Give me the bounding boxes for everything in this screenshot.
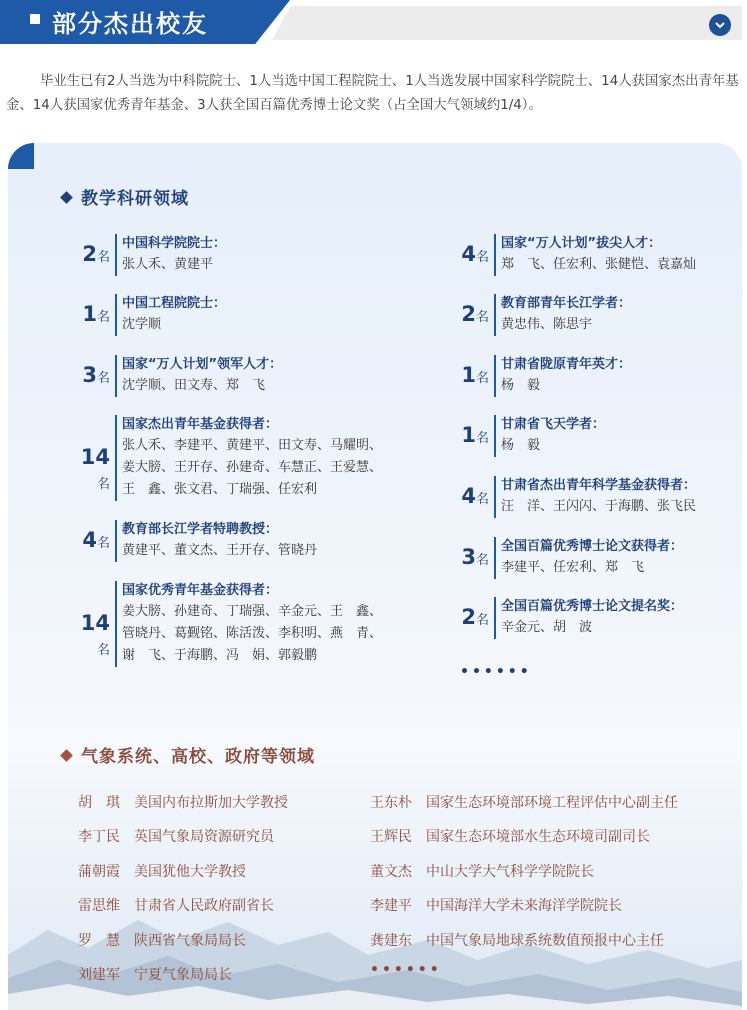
- award-title: 全国百篇优秀博士论文获得者：: [501, 539, 684, 554]
- alumni-entry: 雷思维 甘肃省人民政府副省长: [78, 898, 274, 914]
- alumni-entry: 李建平 中国海洋大学未来海洋学院院长: [370, 898, 622, 914]
- award-names: 沈学顺、田文寿、郑 飞: [122, 378, 266, 393]
- alumni-entry: 王辉民 国家生态环境部水生态环境司副司长: [370, 829, 650, 845]
- award-count: 2名: [461, 302, 489, 326]
- award-divider: [115, 520, 117, 562]
- award-divider: [115, 234, 117, 276]
- award-count: 3名: [461, 545, 489, 569]
- alumni-entry: 王东朴 国家生态环境部环境工程评估中心副主任: [370, 795, 678, 811]
- award-divider: [115, 294, 117, 336]
- award-divider: [494, 234, 496, 276]
- award-title: 教育部青年长江学者：: [501, 296, 632, 311]
- award-block: [449, 294, 747, 338]
- award-count: 4名: [82, 528, 110, 552]
- header-grey-bar: [272, 6, 742, 40]
- award-count: 4名: [461, 484, 489, 508]
- award-block: [70, 355, 390, 399]
- award-names: 沈学顺: [122, 317, 162, 332]
- alumni-entry: 蒲朝霞 美国犹他大学教授: [78, 864, 246, 880]
- section-title-research: 教学科研领域: [62, 184, 189, 209]
- more-ellipsis: ••••••: [370, 962, 442, 978]
- award-count: 1名: [461, 423, 489, 447]
- award-block: [70, 234, 390, 278]
- award-block: [70, 581, 390, 669]
- diamond-bullet-icon: [60, 749, 73, 762]
- award-names: 姜大膀、孙建奇、丁瑞强、辛金元、王 鑫、: [122, 604, 383, 619]
- award-names: 汪 洋、王闪闪、于海鹏、张飞民: [501, 499, 697, 514]
- award-title: 国家杰出青年基金获得者：: [122, 417, 279, 432]
- award-block: [449, 537, 747, 581]
- award-block: [449, 355, 747, 399]
- award-names: 黄建平、董文杰、王开存、管晓丹: [122, 543, 318, 558]
- award-names: 郑 飞、任宏利、张健恺、袁嘉灿: [501, 257, 697, 272]
- square-bullet-icon: [30, 14, 40, 24]
- award-title: 教育部长江学者特聘教授：: [122, 522, 279, 537]
- award-divider: [115, 581, 117, 667]
- award-title: 全国百篇优秀博士论文提名奖：: [501, 599, 684, 614]
- award-names: 管晓丹、葛觐铭、陈活泼、李积明、燕 青、: [122, 626, 383, 641]
- diamond-bullet-icon: [60, 191, 73, 204]
- award-divider: [494, 355, 496, 397]
- panel-corner-tab: [8, 143, 34, 169]
- award-count: 14名: [80, 445, 110, 492]
- alumni-entry: 董文杰 中山大学大气科学学院院长: [370, 864, 594, 880]
- award-count: 1名: [461, 363, 489, 387]
- chevron-down-icon[interactable]: [709, 14, 731, 36]
- award-count: 4名: [461, 242, 489, 266]
- award-title: 甘肃省飞天学者：: [501, 417, 606, 432]
- award-divider: [494, 597, 496, 639]
- section-header: [0, 0, 747, 44]
- award-names: 杨 毅: [501, 378, 541, 393]
- award-block: [449, 415, 747, 459]
- award-names: 张人禾、李建平、黄建平、田文寿、马耀明、: [122, 438, 383, 453]
- award-names: 杨 毅: [501, 438, 541, 453]
- award-names: 张人禾、黄建平: [122, 257, 214, 272]
- award-names: 黄忠伟、陈思宇: [501, 317, 593, 332]
- award-names: 谢 飞、于海鹏、冯 娟、郭毅鹏: [122, 648, 318, 663]
- page-title: 部分杰出校友: [52, 10, 208, 38]
- award-title: 国家“万人计划”拔尖人才：: [501, 236, 662, 251]
- award-block: [449, 597, 747, 641]
- award-block: [70, 415, 390, 503]
- alumni-entry: 胡 琪 美国内布拉斯加大学教授: [78, 795, 288, 811]
- award-divider: [494, 537, 496, 579]
- award-count: 3名: [82, 363, 110, 387]
- award-count: 2名: [82, 242, 110, 266]
- award-divider: [115, 415, 117, 501]
- award-count: 1名: [82, 302, 110, 326]
- award-title: 甘肃省陇原青年英才：: [501, 357, 632, 372]
- award-names: 李建平、任宏利、郑 飞: [501, 560, 645, 575]
- alumni-entry: 李丁民 英国气象局资源研究员: [78, 829, 274, 845]
- award-block: [70, 294, 390, 338]
- award-divider: [115, 355, 117, 397]
- award-block: [449, 476, 747, 520]
- award-title: 中国工程院院士：: [122, 296, 227, 311]
- alumni-entry: 龚建东 中国气象局地球系统数值预报中心主任: [370, 933, 664, 949]
- award-divider: [494, 476, 496, 518]
- award-names: 辛金元、胡 波: [501, 620, 593, 635]
- award-divider: [494, 294, 496, 336]
- award-title: 甘肃省杰出青年科学基金获得者：: [501, 478, 697, 493]
- more-ellipsis: ••••••: [460, 664, 532, 680]
- intro-paragraph: 毕业生已有2人当选为中科院院士、1人当选中国工程院院士、1人当选发展中国家科学院院士、14人获国家杰出青年基金、14人获国家优秀青年基金、3人获全国百篇优秀博士论文奖（占全国大气领域约1/4）。: [6, 74, 739, 113]
- award-count: 2名: [461, 605, 489, 629]
- award-title: 中国科学院院士：: [122, 236, 227, 251]
- award-count: 14名: [80, 611, 110, 658]
- award-title: 国家“万人计划”领军人才：: [122, 357, 283, 372]
- award-block: [449, 234, 747, 278]
- award-names: 王 鑫、张文君、丁瑞强、任宏利: [122, 482, 318, 497]
- award-block: [70, 520, 390, 564]
- award-title: 国家优秀青年基金获得者：: [122, 583, 279, 598]
- award-divider: [494, 415, 496, 457]
- alumni-entry: 罗 慧 陕西省气象局局长: [78, 933, 246, 949]
- alumni-entry: 刘建军 宁夏气象局局长: [78, 967, 232, 983]
- section-title-alumni: 气象系统、高校、政府等领域: [62, 742, 315, 767]
- award-names: 姜大膀、王开存、孙建奇、车慧正、王爱慧、: [122, 460, 383, 475]
